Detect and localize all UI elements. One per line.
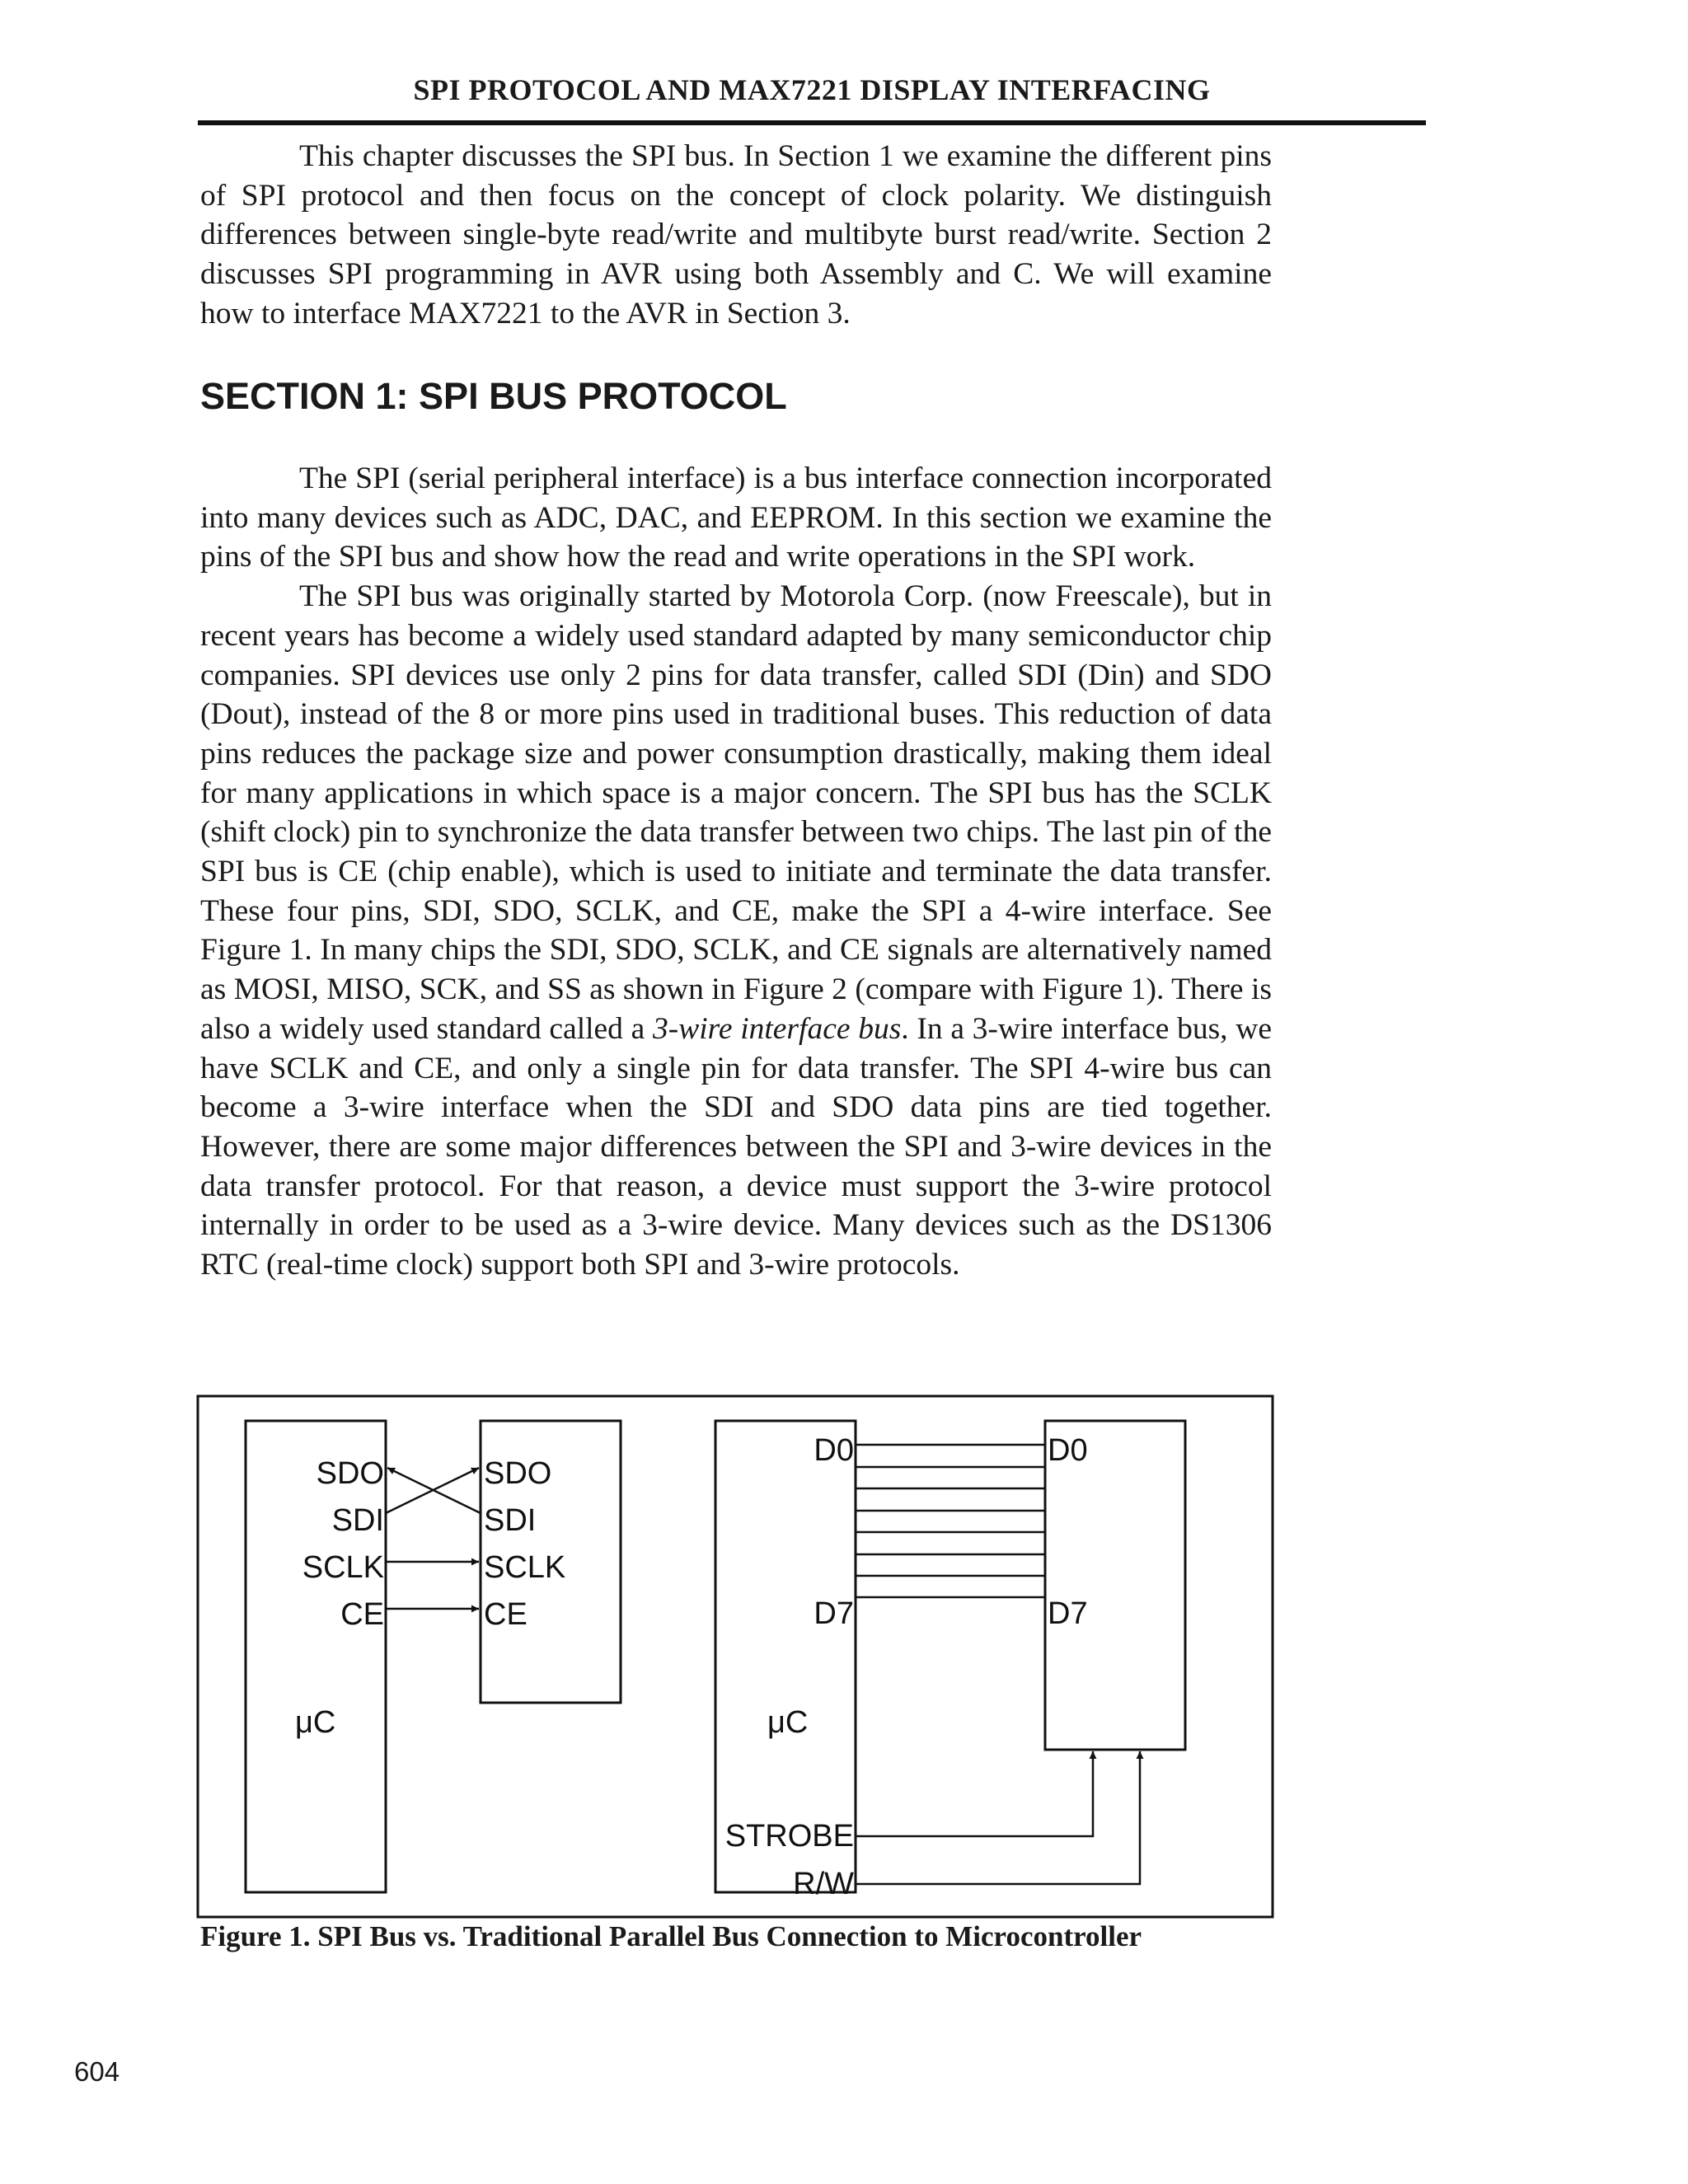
parallel-left-d0: D0 bbox=[814, 1433, 854, 1468]
spi-left-pin-sclk: SCLK bbox=[302, 1550, 384, 1585]
spi-left-pin-ce: CE bbox=[340, 1597, 384, 1632]
spi-right-pin-sdi: SDI bbox=[484, 1503, 537, 1538]
parallel-right-d0: D0 bbox=[1048, 1433, 1088, 1468]
running-head: SPI PROTOCOL AND MAX7221 DISPLAY INTERFACING bbox=[413, 73, 1211, 106]
figure-caption: Figure 1. SPI Bus vs. Traditional Parallel Bus Connection to Microcontroller bbox=[200, 1920, 1142, 1952]
intro-paragraph: This chapter discusses the SPI bus. In Section 1 we examine the different pins of SPI protocol and then focus on the concept of clock polarity. We distinguish differences between single-byte read/write and multibyte burst read/write. Section 2 discusses SPI programming in AVR using both Assembly and C. We will examine how to interface MAX7221 to the AVR in Section 3. bbox=[200, 139, 1272, 330]
header-rule bbox=[198, 120, 1426, 125]
figure-1-diagram bbox=[196, 1394, 1276, 1922]
paragraph-2-text-b: . In a 3-wire interface bus, we have SCLK and CE, and only a single pin for data transfer. The SPI 4-wire bus can become a 3-wire interface when the SDI and SDO data pins are tied together. However, there are some major differences between the SPI and 3-wire devices in the data transfer protocol. For that reason, a device must support the 3-wire protocol internally in order to be used as a 3-wire device. Many devices such as the DS1306 RTC (real-time clock) support both SPI and 3-wire protocols. bbox=[200, 1011, 1272, 1282]
section-text bbox=[200, 459, 1272, 1285]
italic-term: 3-wire interface bus bbox=[652, 1011, 902, 1046]
intro-text bbox=[200, 137, 1272, 334]
strobe-label: STROBE bbox=[724, 1819, 854, 1854]
spi-controller-label: μC bbox=[295, 1705, 336, 1740]
spi-left-pin-sdo: SDO bbox=[316, 1456, 384, 1491]
section-paragraph-1: The SPI (serial peripheral interface) is a bus interface connection incorporated into many devices such as ADC, DAC, and EEPROM. In this section we examine the pins of the SPI bus and show how the read and write operations in the SPI work. bbox=[200, 462, 1272, 574]
parallel-right-d7: D7 bbox=[1048, 1596, 1088, 1631]
strobe-line bbox=[856, 1751, 1093, 1836]
parallel-controller-label: μC bbox=[767, 1705, 809, 1740]
section-heading: SECTION 1: SPI BUS PROTOCOL bbox=[200, 375, 787, 417]
section-paragraph-2 bbox=[200, 577, 1272, 1285]
paragraph-2-text-a: The SPI bus was originally started by Motorola Corp. (now Freescale), but in recent years has become a widely used standard adapted by many semiconductor chip companies. SPI devices use only 2 pins for data transfer, called SDI (Din) and SDO (Dout), instead of the 8 or more pins used in traditional buses. This reduction of data pins reduces the package size and power consumption drastically, making them ideal for many applications in which space is a major concern. The SPI bus has the SCLK (shift clock) pin to synchronize the data transfer between two chips. The last pin of the SPI bus is CE (chip enable), which is used to initiate and terminate the data transfer. These four pins, SDI, SDO, SCLK, and CE, make the SPI a 4-wire interface. See Figure 1. In many chips the SDI, SDO, SCLK, and CE signals are alternatively named as MOSI, MISO, SCK, and SS as shown in Figure 2 (compare with Figure 1). There is also a widely used standard called a bbox=[200, 579, 1272, 1046]
spi-right-pin-sdo: SDO bbox=[484, 1456, 552, 1491]
spi-right-pin-ce: CE bbox=[484, 1597, 528, 1632]
rw-label: R/W bbox=[793, 1867, 854, 1901]
page-number: 604 bbox=[74, 2056, 120, 2087]
parallel-left-d7: D7 bbox=[814, 1596, 854, 1631]
spi-microcontroller-box bbox=[246, 1421, 386, 1892]
spi-left-pin-sdi: SDI bbox=[331, 1503, 384, 1538]
spi-right-pin-sclk: SCLK bbox=[484, 1550, 566, 1585]
parallel-peripheral-box bbox=[1045, 1421, 1185, 1750]
rw-line bbox=[856, 1751, 1140, 1884]
